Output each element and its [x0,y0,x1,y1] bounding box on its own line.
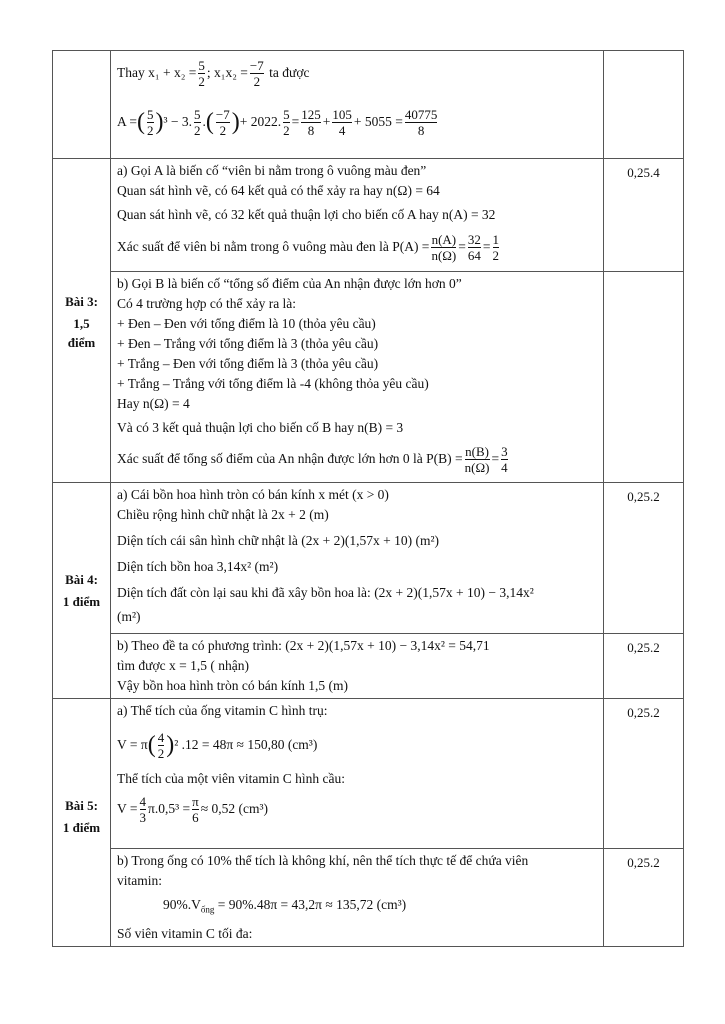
solution-line: Diện tích đất còn lại sau khi đã xây bồn hoa là: (2x + 2)(1,57x + 10) − 3,14x² [117,585,534,600]
solution-line: + Đen – Đen với tổng điểm là 10 (thỏa yêu cầu) [117,316,376,331]
math: ³ − 3. [163,114,193,129]
solution-line: + Trắng – Đen với tổng điểm là 3 (thỏa yêu cầu) [117,356,379,371]
solution-line: vitamin: [117,873,162,888]
table-row [53,849,684,947]
problem-label-cell [53,699,111,947]
table-row [53,634,684,699]
solution-cell [111,699,604,849]
solution-line: Chiều rộng hình chữ nhật là 2x + 2 (m) [117,507,329,522]
solution-line: Xác suất để viên bi nằm trong ô vuông màu đen là P(A) = $\frac{n(A)}{n(\Omega)}$ = $\frac{32}{64}$ = $\frac{1}{2}$ [117,231,500,263]
fraction: $\frac{40775}{8}$ [404,106,438,138]
solution-cell [111,272,604,483]
math: + 2022. [239,114,282,129]
fraction: −7 2 [215,106,230,138]
solution-line: Có 4 trường hợp có thể xảy ra là: [117,296,297,311]
table-row [53,483,684,634]
solution-cell [111,483,604,634]
score-cell [604,483,684,634]
table-row [53,159,684,272]
table-row [53,51,684,159]
fraction: $\frac{32}{64}$ [467,231,481,263]
solution-line: Thể tích của một viên vitamin C hình cầu: [117,771,345,786]
score-cell [604,634,684,699]
math: + [322,114,331,129]
fraction: $\frac{3}{4}$ [501,443,508,475]
math: + 5055 = [353,114,403,129]
solution-line: tìm được x = 1,5 ( nhận) [117,658,249,673]
score-cell [604,699,684,849]
solution-line: V = $\frac{4}{3}$ π.0,5³ = $\frac{\pi}{6}$ ≈ 0,52 (cm³) [117,793,269,825]
solution-cell [111,849,604,947]
solution-line: b) Trong ống có 10% thể tích là không khí, nên thể tích thực tế để chứa viên [117,853,529,868]
fraction: 4 2 [157,729,165,761]
math: = [291,114,300,129]
score-cell [604,159,684,272]
problem-number: Bài 5: [65,798,98,813]
fraction: 5 2 [147,106,154,138]
text: Thay [117,65,145,80]
fraction: $\frac{5}{2}$ [283,106,290,138]
solution-line: $90\%.V_{ống} = 90\%.48\pi = 43,2\pi \approx 135,72$ (cm³) [163,897,407,915]
answer-key-table-wrapper [52,50,673,947]
solution-line: Diện tích cái sân hình chữ nhật là (2x + 2)(1,57x + 10) (m²) [117,533,440,548]
solution-line: + Trắng – Trắng với tổng điểm là -4 (không thỏa yêu cầu) [117,376,429,391]
solution-cell [111,51,604,159]
score: 0,25.2 [627,489,660,504]
solution-line: Vậy bồn hoa hình tròn có bán kính 1,5 (m) [117,678,348,693]
solution-line: Hay n(Ω) = 4 [117,396,190,411]
answer-key-table [52,50,684,947]
problem-points-unit: điểm [67,334,96,350]
fraction: $\frac{-7}{2}$ [249,57,264,89]
fraction: $\frac{1}{2}$ [492,231,500,263]
fraction: $\frac{\pi}{6}$ [192,793,199,825]
math: . [202,114,206,129]
solution-line: a) Thể tích của ống vitamin C hình trụ: [117,703,328,718]
solution-line: Quan sát hình vẽ, có 64 kết quả có thể xảy ra hay n(Ω) = 64 [117,183,440,198]
fraction: $\frac{n(A)}{n(\Omega)}$ [431,231,457,263]
problem-label-cell [53,51,111,159]
score-cell [604,849,684,947]
solution-cell [111,634,604,699]
math: ; x₁x₂ = [206,65,248,80]
fraction: $\frac{125}{8}$ [301,106,321,138]
fraction: 5 2 [194,106,201,138]
table-row [53,699,684,849]
fraction: $\frac{4}{3}$ [139,793,146,825]
solution-line: Số viên vitamin C tối đa: [117,925,253,941]
problem-label-cell [53,159,111,483]
solution-line: b) Gọi B là biến cố “tổng số điểm của An nhận được lớn hơn 0” [117,276,462,291]
solution-line: Quan sát hình vẽ, có 32 kết quả thuận lợi cho biến cố A hay n(A) = 32 [117,207,496,222]
problem-number: Bài 3: [65,293,98,309]
score: 0,25.2 [627,705,660,720]
problem-points: 1 điểm [62,593,101,609]
fraction: $\frac{n(B)}{n(\Omega)}$ [464,443,490,475]
score: 0,25.4 [627,165,660,180]
score: 0,25.2 [627,855,660,870]
solution-line: a) Cái bồn hoa hình tròn có bán kính x mét (x > 0) [117,487,389,502]
problem-number: Bài 4: [65,571,98,587]
solution-line: V = π ( 4 2 ) ² .12 = 48π ≈ 150,80 (cm³) [117,729,318,761]
score-cell [604,272,684,483]
score-cell [604,51,684,159]
math: x₁ + x₂ = [148,65,197,80]
solution-line: b) Theo đề ta có phương trình: (2x + 2)(1,57x + 10) − 3,14x² = 54,71 [117,638,490,653]
fraction: $\frac{5}{2}$ [198,57,205,89]
fraction: $\frac{105}{4}$ [332,106,352,138]
solution-line: + Đen – Trắng với tổng điểm là 3 (thỏa yêu cầu) [117,336,379,351]
A-value-line: A = ( 5 2 ) ³ − 3. 5 2 . ( −7 2 ) + 2022. $\frac{5}{2}$ = $\frac{125}{8}$ + $\frac{105}{4}$ + 5055 = $\frac{40775}{8}$ [117,106,438,138]
problem-label-cell [53,483,111,699]
problem-points: 1 điểm [62,820,101,835]
substitution-line [117,53,599,93]
text: ta được [269,65,310,80]
solution-line: Và có 3 kết quả thuận lợi cho biến cố B hay n(B) = 3 [117,420,404,435]
solution-line: (m²) [117,609,141,624]
score: 0,25.2 [627,640,660,655]
solution-line: a) Gọi A là biến cố “viên bi nằm trong ô vuông màu đen” [117,163,427,178]
solution-cell [111,159,604,272]
solution-line: Xác suất để tổng số điểm của An nhận được lớn hơn 0 là P(B) = $\frac{n(B)}{n(\Omega)}$ = $\frac{3}{4}$ [117,443,508,475]
solution-line: Diện tích bồn hoa 3,14x² (m²) [117,559,279,574]
table-row [53,272,684,483]
problem-points: 1,5 [73,315,90,331]
math: A = [117,114,137,129]
